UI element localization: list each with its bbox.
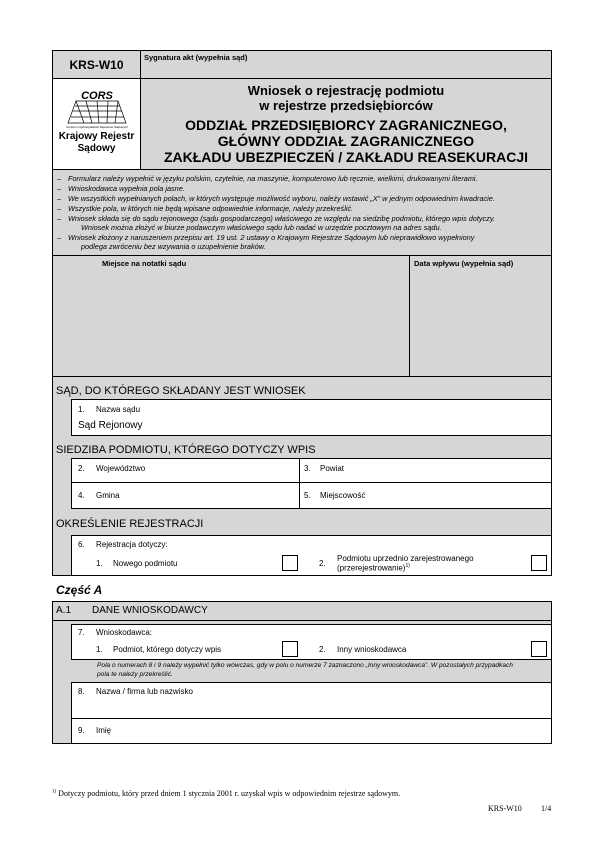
instruction-4: Wszystkie pola, w których nie będą wpisane odpowiednie informacje, należy przekreślić. [68,204,354,213]
receipt-date-label: Data wpływu (wypełnia sąd) [414,259,514,268]
signature-cell [140,50,552,79]
logo-text: CORS [81,90,113,102]
court-name-value: Sąd Rejonowy [78,420,143,431]
name-label: Nazwa / firma lub nazwisko [96,687,193,696]
registry-name-line1: Krajowy Rejestr [58,131,135,142]
form-code-cell [52,50,141,79]
option-other-applicant: Inny wnioskodawca [337,645,407,654]
applicant-label: Wnioskodawca: [96,628,153,637]
registration-type-field: 6. Rejestracja dotyczy: 1. Nowego podmiotu 2. Podmiotu uprzednio zarejestrowanego (przerejestrowanie)$^{1)}$ [71,535,552,576]
form-code: KRS-W10 [69,58,124,72]
instruction-2: Wnioskodawca wypełnia pola jasne. [68,184,185,193]
logo-caption: Centrum Ogólnopolskich Rejestrów Sądowych [66,125,128,129]
instruction-7: Wniosek złożony z naruszeniem przepisu art. 19 ust. 2 ustawy o Krajowym Rejestrze Sądowym lub nieprawidłowo wypełniony [68,233,475,242]
page-code: KRS-W10 [488,804,522,813]
court-notes-area [52,255,410,377]
voivodeship-label: Województwo [96,464,146,473]
form-subtitle-line2: GŁÓWNY ODDZIAŁ ZAGRANICZNEGO [217,133,475,149]
instructions-box: – Formularz należy wypełnić w języku polskim, czytelnie, na maszynie, komputerowo lub ręcznie, wielkimi, drukowanymi literami. – Wnioskodawca wypełnia pola jasne. – We wszystkich wypełnianych polach, w których występuje możliwość wyboru, należy wstawić „X” w jednym odpowiednim kwadracie. – Wszystkie pola, w których nie będą wpisane odpowiednie informacje, należy przekreślić. – Wniosek składa się do sądu rejonowego (sądu gospodarczego) właściwego ze względu na siedzibę podmiotu, którego wpis dotyczy. Wniosek można złożyć w biurze podawczym właściwego sądu lub nadać w urzędzie pocztowym na adres sądu. – Wniosek złożony z naruszeniem przepisu art. 19 ust. 2 ustawy o Krajowym Rejestrze Sądowym lub nieprawidłowo wypełniony podlega zwróceniu bez wzywania o uzupełnienie braków. [52,169,552,256]
court-section-title: SĄD, DO KTÓREGO SKŁADANY JEST WNIOSEK [56,385,306,397]
part-a-title: Część A [56,583,103,597]
commune-label: Gmina [96,491,120,500]
option-reregistration-line1: Podmiotu uprzednio zarejestrowanego [337,554,474,563]
option-entity-itself: Podmiot, którego dotyczy wpis [113,645,222,654]
option-new-entity: Nowego podmiotu [113,559,178,568]
page-number: 1/4 [541,804,552,813]
voivodeship-field[interactable]: 2. Województwo [71,458,300,483]
instruction-1: Formularz należy wypełnić w języku polskim, czytelnie, na maszynie, komputerowo lub ręcznie, wielkimi, drukowanymi literami. [68,174,478,183]
county-field[interactable]: 3. Powiat [299,458,552,483]
instruction-6: Wniosek można złożyć w biurze podawczym właściwego sądu lub nadać w urzędzie pocztowym na adres sądu. [81,223,442,232]
signature-label: Sygnatura akt (wypełnia sąd) [144,53,248,62]
instruction-8: podlega zwróceniu bez wzywania o uzupełnienie braków. [81,242,266,251]
instruction-5: Wniosek składa się do sądu rejonowego (sądu gospodarczego) właściwego ze względu na siedzibę podmiotu, którego wpis dotyczy. [68,214,495,223]
registry-name-line2: Sądowy [77,143,116,154]
court-name-field[interactable]: 1. Nazwa sądu Sąd Rejonowy [71,399,552,436]
option-reregistration-line2: (przerejestrowanie)$^{1)}$ [337,563,410,573]
section-a1-number: A.1 [56,605,72,616]
entity-itself-checkbox[interactable] [282,641,298,657]
county-label: Powiat [320,464,345,473]
new-entity-checkbox[interactable] [282,555,298,571]
footnote: $^{1)}$ Dotyczy podmiotu, który przed dniem 1 stycznia 2001 r. uzyskał wpis w odpowiednim rejestrze sądowym. [52,789,401,798]
applicant-field: 7. Wnioskodawca: 1. Podmiot, którego dotyczy wpis 2. Inny wnioskodawca [71,624,552,660]
other-applicant-checkbox[interactable] [531,641,547,657]
commune-field[interactable]: 4. Gmina [71,482,300,509]
locality-field[interactable]: 5. Miejscowość [299,482,552,509]
first-name-field[interactable]: 9. Imię [71,718,552,744]
locality-label: Miejscowość [320,491,366,500]
name-field[interactable]: 8. Nazwa / firma lub nazwisko [71,682,552,719]
title-cell [140,78,552,170]
seat-section-title: SIEDZIBA PODMIOTU, KTÓREGO DOTYCZY WPIS [56,444,316,456]
cors-logo-icon [62,87,132,129]
registration-type-label: Rejestracja dotyczy: [96,540,168,549]
form-subtitle-line3: ZAKŁADU UBEZPIECZEŃ / ZAKŁADU REASEKURACJI [163,149,528,165]
registration-section-title: OKREŚLENIE REJESTRACJI [56,518,204,530]
form-title-line1: Wniosek o rejestrację podmiotu [247,83,445,98]
reregistration-checkbox[interactable] [531,555,547,571]
registry-logo-cell [52,78,141,170]
instruction-3: We wszystkich wypełnianych polach, w których występuje możliwość wyboru, należy wstawić „X” w jednym odpowiednim kwadracie. [68,194,495,203]
form-subtitle-line1: ODDZIAŁ PRZEDSIĘBIORCY ZAGRANICZNEGO, [185,117,507,133]
receipt-date-area [409,255,552,377]
applicant-note-line1: Pola o numerach 8 i 9 należy wypełnić tylko wówczas, gdy w polu o numerze 7 zaznaczono „Inny wnioskodawca”. W pozostałych przypadkach [97,662,513,669]
court-name-label: Nazwa sądu [96,405,141,414]
first-name-label: Imię [96,726,112,735]
court-notes-label: Miejsce na notatki sądu [102,259,187,268]
form-title-line2: w rejestrze przedsiębiorców [259,98,433,113]
section-a1-title: DANE WNIOSKODAWCY [92,605,208,616]
applicant-note-line2: pola te należy przekreślić. [97,671,173,678]
